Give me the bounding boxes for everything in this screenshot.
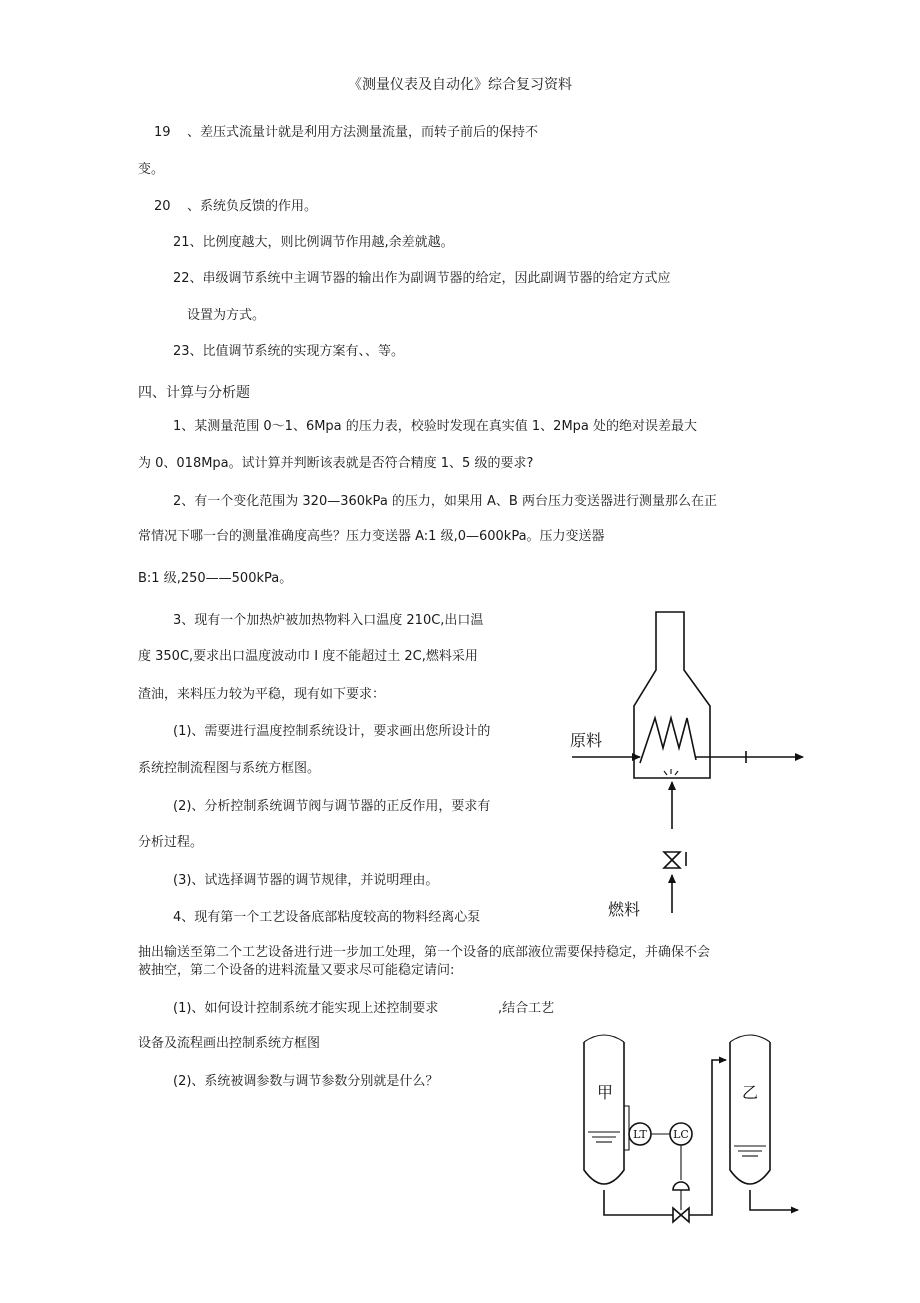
valve-actuator-dome xyxy=(673,1182,689,1190)
furnace-body xyxy=(634,612,710,778)
q22-line2: 设置为方式。 xyxy=(187,308,266,323)
problem3-sub2-line2: 分析过程。 xyxy=(138,835,204,850)
q22-line1: 22、串级调节系统中主调节器的输出作为副调节器的给定，因此副调节器的给定方式应 xyxy=(173,271,671,286)
fuel-label: 燃料 xyxy=(608,900,641,919)
problem3-line3: 渣油，来料压力较为平稳，现有如下要求： xyxy=(138,687,386,702)
vessel-b-liquid-level xyxy=(734,1146,766,1156)
vessel-a-liquid-level xyxy=(588,1132,620,1142)
problem4-line1: 4、现有第一个工艺设备底部粘度较高的物料经离心泵 xyxy=(173,910,481,925)
vessel-b-label: 乙 xyxy=(742,1083,759,1102)
q19-number: 19 xyxy=(154,125,171,140)
vessel-b xyxy=(730,1042,770,1184)
transfer-line-out xyxy=(689,1060,726,1215)
vessel-a-top xyxy=(584,1035,624,1042)
problem3-sub3: (3)、试选择调节器的调节规律，并说明理由。 xyxy=(173,873,439,888)
problem4-sub2: (2)、系统被调参数与调节参数分别就是什么？ xyxy=(173,1074,439,1089)
transfer-control-valve xyxy=(673,1208,689,1222)
furnace-diagram xyxy=(560,600,820,930)
problem2-line1: 2、有一个变化范围为 320—360kPa 的压力，如果用 A、B 两台压力变送器进行测量那么在正 xyxy=(173,494,717,509)
problem3-line2: 度 350C,要求出口温度波动巾 I 度不能超过土 2C,燃料采用 xyxy=(138,649,478,664)
problem4-sub1-continuation: ,结合工艺 xyxy=(498,1001,555,1016)
problem2-line3: B:1 级,250——500kPa。 xyxy=(138,571,293,586)
section-heading: 四、计算与分析题 xyxy=(138,385,250,401)
problem3-line1: 3、现有一个加热炉被加热物料入口温度 210C,出口温 xyxy=(173,613,484,628)
problem1-line2: 为 0、018Mpa。试计算并判断该表就是否符合精度 1、5 级的要求? xyxy=(138,456,534,471)
feed-label: 原料 xyxy=(570,731,603,750)
problem3-sub2-line1: (2)、分析控制系统调节阀与调节器的正反作用，要求有 xyxy=(173,799,491,814)
page-title: 《测量仪表及自动化》综合复习资料 xyxy=(348,77,572,93)
vessel-level-diagram xyxy=(576,1020,806,1235)
vessel-b-outlet xyxy=(750,1190,798,1210)
burner-icon xyxy=(664,769,678,775)
problem3-sub1-line1: (1)、需要进行温度控制系统设计，要求画出您所设计的 xyxy=(173,724,491,739)
q21-text: 21、比例度越大，则比例调节作用越,余差就越。 xyxy=(173,235,454,250)
q20-number: 20 xyxy=(154,199,171,214)
lc-label: LC xyxy=(673,1128,689,1141)
problem2-line2: 常情况下哪一台的测量准确度高些？压力变送器 A:1 级,0—600kPa。压力变送器 xyxy=(138,529,605,544)
lt-label: LT xyxy=(633,1128,647,1141)
q23-text: 23、比值调节系统的实现方案有、、等。 xyxy=(173,344,405,359)
vessel-a xyxy=(584,1042,624,1184)
transfer-line-in xyxy=(604,1190,673,1215)
heating-coil xyxy=(640,718,696,763)
q19-text: 、差压式流量计就是利用方法测量流量，而转子前后的保持不 xyxy=(187,125,539,140)
problem4-line2: 抽出输送至第二个工艺设备进行进一步加工处理，第一个设备的底部液位需要保持稳定，并确保不会 xyxy=(138,945,711,960)
q20-text: 、系统负反馈的作用。 xyxy=(187,199,318,214)
fuel-control-valve xyxy=(664,852,680,868)
problem3-sub1-line2: 系统控制流程图与系统方框图。 xyxy=(138,761,321,776)
problem4-sub1-line2: 设备及流程画出控制系统方框图 xyxy=(138,1036,321,1051)
q19-continuation: 变。 xyxy=(138,162,165,177)
problem1-line1: 1、某测量范围 0〜1、6Mpa 的压力表，校验时发现在真实值 1、2Mpa 处的绝对误差最大 xyxy=(173,419,698,434)
problem4-line3: 被抽空，第二个设备的进料流量又要求尽可能稳定请问: xyxy=(138,963,455,978)
vessel-a-label: 甲 xyxy=(597,1083,614,1102)
problem4-sub1-line1: (1)、如何设计控制系统才能实现上述控制要求 xyxy=(173,1001,439,1016)
vessel-b-top xyxy=(730,1035,770,1042)
